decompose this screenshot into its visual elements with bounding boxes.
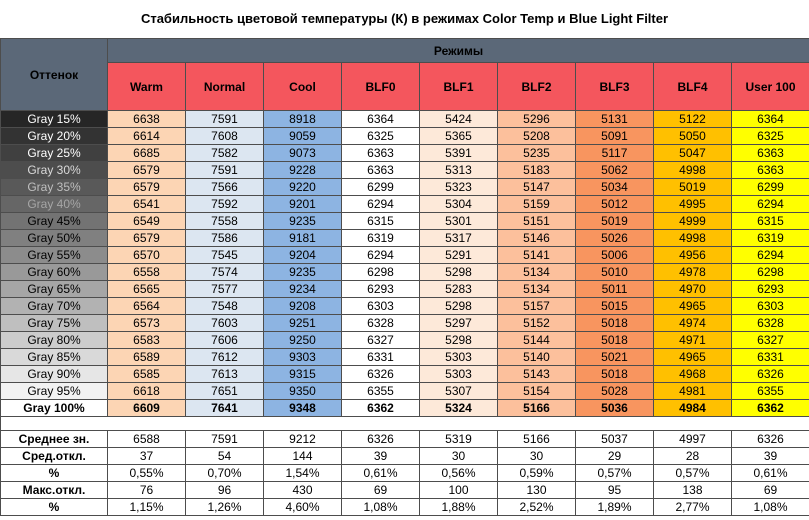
temperature-cell: 5424 xyxy=(420,111,498,128)
temperature-cell: 5235 xyxy=(498,145,576,162)
shade-label: Gray 40% xyxy=(1,196,108,213)
mode-column-header: Warm xyxy=(108,63,186,111)
temperature-cell: 6319 xyxy=(732,230,809,247)
table-row xyxy=(1,281,809,298)
temperature-cell: 5323 xyxy=(420,179,498,196)
stats-cell: 1,89% xyxy=(576,499,654,516)
temperature-cell: 6326 xyxy=(342,366,420,383)
table-row xyxy=(1,230,809,247)
mode-column-header: Cool xyxy=(264,63,342,111)
stats-cell: 1,54% xyxy=(264,465,342,482)
temperature-cell: 9348 xyxy=(264,400,342,417)
temperature-cell: 5301 xyxy=(420,213,498,230)
temperature-cell: 4998 xyxy=(654,230,732,247)
temperature-cell: 6609 xyxy=(108,400,186,417)
temperature-cell: 6294 xyxy=(732,196,809,213)
temperature-cell: 9201 xyxy=(264,196,342,213)
temperature-cell: 5050 xyxy=(654,128,732,145)
temperature-cell: 5151 xyxy=(498,213,576,230)
temperature-cell: 5122 xyxy=(654,111,732,128)
stats-cell: 1,26% xyxy=(186,499,264,516)
temperature-cell: 4971 xyxy=(654,332,732,349)
temperature-cell: 5134 xyxy=(498,264,576,281)
temperature-cell: 6319 xyxy=(342,230,420,247)
temperature-cell: 5291 xyxy=(420,247,498,264)
temperature-cell: 7591 xyxy=(186,111,264,128)
temperature-cell: 9315 xyxy=(264,366,342,383)
stats-row xyxy=(1,448,809,465)
temperature-cell: 6364 xyxy=(732,111,809,128)
stats-cell: 0,57% xyxy=(576,465,654,482)
temperature-cell: 5154 xyxy=(498,383,576,400)
temperature-cell: 6328 xyxy=(732,315,809,332)
stats-cell: 5319 xyxy=(420,431,498,448)
stats-label: Сред.откл. xyxy=(1,448,108,465)
stats-cell: 37 xyxy=(108,448,186,465)
temperature-cell: 9350 xyxy=(264,383,342,400)
shade-label: Gray 100% xyxy=(1,400,108,417)
temperature-cell: 6573 xyxy=(108,315,186,332)
temperature-cell: 5012 xyxy=(576,196,654,213)
temperature-cell: 4978 xyxy=(654,264,732,281)
stats-cell: 95 xyxy=(576,482,654,499)
temperature-cell: 7577 xyxy=(186,281,264,298)
mode-column-header: BLF3 xyxy=(576,63,654,111)
temperature-cell: 6570 xyxy=(108,247,186,264)
shade-label: Gray 35% xyxy=(1,179,108,196)
table-row xyxy=(1,400,809,417)
temperature-cell: 5157 xyxy=(498,298,576,315)
temperature-cell: 6299 xyxy=(342,179,420,196)
table-row xyxy=(1,128,809,145)
temperature-cell: 5317 xyxy=(420,230,498,247)
stats-cell: 29 xyxy=(576,448,654,465)
stats-cell: 30 xyxy=(498,448,576,465)
temperature-cell: 6303 xyxy=(342,298,420,315)
temperature-cell: 5141 xyxy=(498,247,576,264)
temperature-cell: 5015 xyxy=(576,298,654,315)
stats-cell: 6588 xyxy=(108,431,186,448)
shade-label: Gray 80% xyxy=(1,332,108,349)
temperature-cell: 6589 xyxy=(108,349,186,366)
stats-cell: 39 xyxy=(342,448,420,465)
stats-cell: 1,88% xyxy=(420,499,498,516)
table-title: Стабильность цветовой температуры (К) в режимах Color Temp и Blue Light Filter xyxy=(140,11,669,26)
temperature-cell: 5018 xyxy=(576,366,654,383)
temperature-cell: 6638 xyxy=(108,111,186,128)
temperature-cell: 6583 xyxy=(108,332,186,349)
temperature-cell: 9235 xyxy=(264,213,342,230)
temperature-cell: 6328 xyxy=(342,315,420,332)
shade-label: Gray 75% xyxy=(1,315,108,332)
temperature-cell: 6315 xyxy=(732,213,809,230)
shade-label: Gray 95% xyxy=(1,383,108,400)
stats-cell: 430 xyxy=(264,482,342,499)
temperature-cell: 7548 xyxy=(186,298,264,315)
table-row xyxy=(1,111,809,128)
temperature-cell: 6331 xyxy=(732,349,809,366)
stats-cell: 100 xyxy=(420,482,498,499)
temperature-cell: 5018 xyxy=(576,315,654,332)
temperature-cell: 7641 xyxy=(186,400,264,417)
table-row xyxy=(1,179,809,196)
temperature-cell: 6293 xyxy=(732,281,809,298)
temperature-cell: 6362 xyxy=(342,400,420,417)
separator-cell xyxy=(1,417,809,431)
stats-label: Среднее зн. xyxy=(1,431,108,448)
temperature-cell: 6614 xyxy=(108,128,186,145)
mode-column-header: Normal xyxy=(186,63,264,111)
table-row xyxy=(1,298,809,315)
shade-label: Gray 55% xyxy=(1,247,108,264)
temperature-cell: 8918 xyxy=(264,111,342,128)
stats-label: Макс.откл. xyxy=(1,482,108,499)
temperature-cell: 5303 xyxy=(420,349,498,366)
temperature-cell: 5298 xyxy=(420,298,498,315)
stats-cell: 0,61% xyxy=(342,465,420,482)
shade-label: Gray 60% xyxy=(1,264,108,281)
temperature-cell: 6363 xyxy=(342,162,420,179)
temperature-cell: 5159 xyxy=(498,196,576,213)
temperature-cell: 7545 xyxy=(186,247,264,264)
stats-cell: 30 xyxy=(420,448,498,465)
temperature-cell: 6362 xyxy=(732,400,809,417)
temperature-cell: 5391 xyxy=(420,145,498,162)
stats-cell: 4,60% xyxy=(264,499,342,516)
temperature-cell: 6326 xyxy=(732,366,809,383)
temperature-cell: 5304 xyxy=(420,196,498,213)
temperature-cell: 5146 xyxy=(498,230,576,247)
stats-cell: 2,52% xyxy=(498,499,576,516)
temperature-cell: 5131 xyxy=(576,111,654,128)
temperature-cell: 5019 xyxy=(576,213,654,230)
temperature-cell: 6355 xyxy=(342,383,420,400)
temperature-cell: 7582 xyxy=(186,145,264,162)
stats-cell: 69 xyxy=(732,482,809,499)
table-row xyxy=(1,162,809,179)
temperature-cell: 6579 xyxy=(108,230,186,247)
temperature-cell: 7613 xyxy=(186,366,264,383)
stats-row xyxy=(1,482,809,499)
temperature-cell: 5283 xyxy=(420,281,498,298)
temperature-cell: 5028 xyxy=(576,383,654,400)
table-row xyxy=(1,383,809,400)
stats-cell: 0,59% xyxy=(498,465,576,482)
table-row xyxy=(1,349,809,366)
temperature-cell: 6327 xyxy=(342,332,420,349)
temperature-cell: 5018 xyxy=(576,332,654,349)
temperature-cell: 6298 xyxy=(732,264,809,281)
temperature-cell: 5143 xyxy=(498,366,576,383)
temperature-cell: 5036 xyxy=(576,400,654,417)
temperature-cell: 6565 xyxy=(108,281,186,298)
temperature-cell: 6299 xyxy=(732,179,809,196)
temperature-cell: 4970 xyxy=(654,281,732,298)
color-temperature-table xyxy=(0,38,809,516)
temperature-cell: 6294 xyxy=(732,247,809,264)
stats-cell: 4997 xyxy=(654,431,732,448)
temperature-cell: 6294 xyxy=(342,196,420,213)
temperature-cell: 5062 xyxy=(576,162,654,179)
temperature-cell: 5365 xyxy=(420,128,498,145)
temperature-cell: 6315 xyxy=(342,213,420,230)
shade-label: Gray 50% xyxy=(1,230,108,247)
stats-cell: 0,57% xyxy=(654,465,732,482)
temperature-cell: 6363 xyxy=(342,145,420,162)
temperature-cell: 4974 xyxy=(654,315,732,332)
temperature-cell: 9059 xyxy=(264,128,342,145)
shade-label: Gray 25% xyxy=(1,145,108,162)
stats-cell: 39 xyxy=(732,448,809,465)
temperature-cell: 4956 xyxy=(654,247,732,264)
temperature-cell: 4968 xyxy=(654,366,732,383)
table-row xyxy=(1,247,809,264)
temperature-cell: 5298 xyxy=(420,264,498,281)
temperature-cell: 5006 xyxy=(576,247,654,264)
shade-label: Gray 85% xyxy=(1,349,108,366)
temperature-cell: 4984 xyxy=(654,400,732,417)
temperature-cell: 9204 xyxy=(264,247,342,264)
temperature-cell: 7603 xyxy=(186,315,264,332)
stats-cell: 0,55% xyxy=(108,465,186,482)
stats-cell: 54 xyxy=(186,448,264,465)
temperature-cell: 5147 xyxy=(498,179,576,196)
temperature-cell: 9228 xyxy=(264,162,342,179)
stats-cell: 1,08% xyxy=(342,499,420,516)
shade-label: Gray 70% xyxy=(1,298,108,315)
temperature-cell: 6355 xyxy=(732,383,809,400)
temperature-cell: 7608 xyxy=(186,128,264,145)
stats-cell: 96 xyxy=(186,482,264,499)
temperature-cell: 5297 xyxy=(420,315,498,332)
temperature-cell: 6331 xyxy=(342,349,420,366)
shade-label: Gray 45% xyxy=(1,213,108,230)
temperature-cell: 4965 xyxy=(654,298,732,315)
temperature-cell: 7612 xyxy=(186,349,264,366)
stats-cell: 6326 xyxy=(342,431,420,448)
temperature-cell: 7558 xyxy=(186,213,264,230)
temperature-cell: 4965 xyxy=(654,349,732,366)
temperature-cell: 5034 xyxy=(576,179,654,196)
stats-row xyxy=(1,431,809,448)
table-row xyxy=(1,332,809,349)
temperature-cell: 5303 xyxy=(420,366,498,383)
stats-cell: 2,77% xyxy=(654,499,732,516)
stats-label: % xyxy=(1,499,108,516)
temperature-cell: 5313 xyxy=(420,162,498,179)
temperature-cell: 6585 xyxy=(108,366,186,383)
temperature-cell: 9303 xyxy=(264,349,342,366)
temperature-cell: 4998 xyxy=(654,162,732,179)
temperature-cell: 6363 xyxy=(732,145,809,162)
shade-label: Gray 30% xyxy=(1,162,108,179)
table-row xyxy=(1,196,809,213)
stats-row xyxy=(1,465,809,482)
temperature-cell: 5208 xyxy=(498,128,576,145)
temperature-cell: 6541 xyxy=(108,196,186,213)
temperature-cell: 5047 xyxy=(654,145,732,162)
temperature-cell: 9235 xyxy=(264,264,342,281)
temperature-cell: 5296 xyxy=(498,111,576,128)
stats-cell: 28 xyxy=(654,448,732,465)
temperature-cell: 6325 xyxy=(342,128,420,145)
stats-cell: 7591 xyxy=(186,431,264,448)
temperature-cell: 9208 xyxy=(264,298,342,315)
table-row xyxy=(1,366,809,383)
shade-label: Gray 65% xyxy=(1,281,108,298)
temperature-cell: 9073 xyxy=(264,145,342,162)
temperature-cell: 6298 xyxy=(342,264,420,281)
temperature-cell: 6549 xyxy=(108,213,186,230)
stats-cell: 9212 xyxy=(264,431,342,448)
temperature-cell: 6564 xyxy=(108,298,186,315)
temperature-cell: 5140 xyxy=(498,349,576,366)
temperature-cell: 5021 xyxy=(576,349,654,366)
stats-cell: 69 xyxy=(342,482,420,499)
stats-cell: 1,08% xyxy=(732,499,809,516)
stats-label: % xyxy=(1,465,108,482)
shade-label: Gray 20% xyxy=(1,128,108,145)
temperature-cell: 9181 xyxy=(264,230,342,247)
table-row xyxy=(1,315,809,332)
temperature-cell: 5183 xyxy=(498,162,576,179)
stats-cell: 138 xyxy=(654,482,732,499)
table-row xyxy=(1,145,809,162)
stats-cell: 76 xyxy=(108,482,186,499)
temperature-cell: 6303 xyxy=(732,298,809,315)
temperature-cell: 6685 xyxy=(108,145,186,162)
temperature-cell: 5026 xyxy=(576,230,654,247)
temperature-cell: 5144 xyxy=(498,332,576,349)
temperature-cell: 5166 xyxy=(498,400,576,417)
stats-cell: 130 xyxy=(498,482,576,499)
temperature-cell: 5134 xyxy=(498,281,576,298)
stats-cell: 1,15% xyxy=(108,499,186,516)
temperature-cell: 5298 xyxy=(420,332,498,349)
stats-cell: 6326 xyxy=(732,431,809,448)
temperature-cell: 5011 xyxy=(576,281,654,298)
stats-cell: 0,61% xyxy=(732,465,809,482)
temperature-cell: 6558 xyxy=(108,264,186,281)
temperature-cell: 7606 xyxy=(186,332,264,349)
temperature-cell: 4999 xyxy=(654,213,732,230)
temperature-cell: 5307 xyxy=(420,383,498,400)
mode-column-header: BLF2 xyxy=(498,63,576,111)
temperature-cell: 6293 xyxy=(342,281,420,298)
temperature-cell: 6579 xyxy=(108,179,186,196)
temperature-cell: 5152 xyxy=(498,315,576,332)
temperature-cell: 6579 xyxy=(108,162,186,179)
temperature-cell: 7566 xyxy=(186,179,264,196)
temperature-cell: 7591 xyxy=(186,162,264,179)
stats-cell: 5166 xyxy=(498,431,576,448)
table-separator xyxy=(1,417,809,431)
mode-column-header: User 100 xyxy=(732,63,809,111)
temperature-cell: 7651 xyxy=(186,383,264,400)
temperature-cell: 5010 xyxy=(576,264,654,281)
temperature-cell: 5019 xyxy=(654,179,732,196)
temperature-cell: 5091 xyxy=(576,128,654,145)
mode-column-header: BLF4 xyxy=(654,63,732,111)
temperature-cell: 6327 xyxy=(732,332,809,349)
shade-column-header: Оттенок xyxy=(1,39,108,111)
shade-label: Gray 15% xyxy=(1,111,108,128)
temperature-cell: 6618 xyxy=(108,383,186,400)
temperature-cell: 9220 xyxy=(264,179,342,196)
stats-cell: 144 xyxy=(264,448,342,465)
table-row xyxy=(1,213,809,230)
temperature-cell: 5117 xyxy=(576,145,654,162)
mode-column-header: BLF1 xyxy=(420,63,498,111)
temperature-cell: 6363 xyxy=(732,162,809,179)
temperature-cell: 9234 xyxy=(264,281,342,298)
temperature-cell: 7586 xyxy=(186,230,264,247)
stats-cell: 5037 xyxy=(576,431,654,448)
table-row xyxy=(1,264,809,281)
temperature-cell: 4981 xyxy=(654,383,732,400)
stats-cell: 0,56% xyxy=(420,465,498,482)
shade-label: Gray 90% xyxy=(1,366,108,383)
temperature-cell: 6364 xyxy=(342,111,420,128)
temperature-cell: 6325 xyxy=(732,128,809,145)
temperature-cell: 6294 xyxy=(342,247,420,264)
stats-row xyxy=(1,499,809,516)
temperature-cell: 7592 xyxy=(186,196,264,213)
temperature-cell: 5324 xyxy=(420,400,498,417)
mode-column-header: BLF0 xyxy=(342,63,420,111)
temperature-cell: 9250 xyxy=(264,332,342,349)
temperature-cell: 9251 xyxy=(264,315,342,332)
modes-group-header: Режимы xyxy=(108,39,809,63)
stats-cell: 0,70% xyxy=(186,465,264,482)
temperature-cell: 4995 xyxy=(654,196,732,213)
temperature-cell: 7574 xyxy=(186,264,264,281)
